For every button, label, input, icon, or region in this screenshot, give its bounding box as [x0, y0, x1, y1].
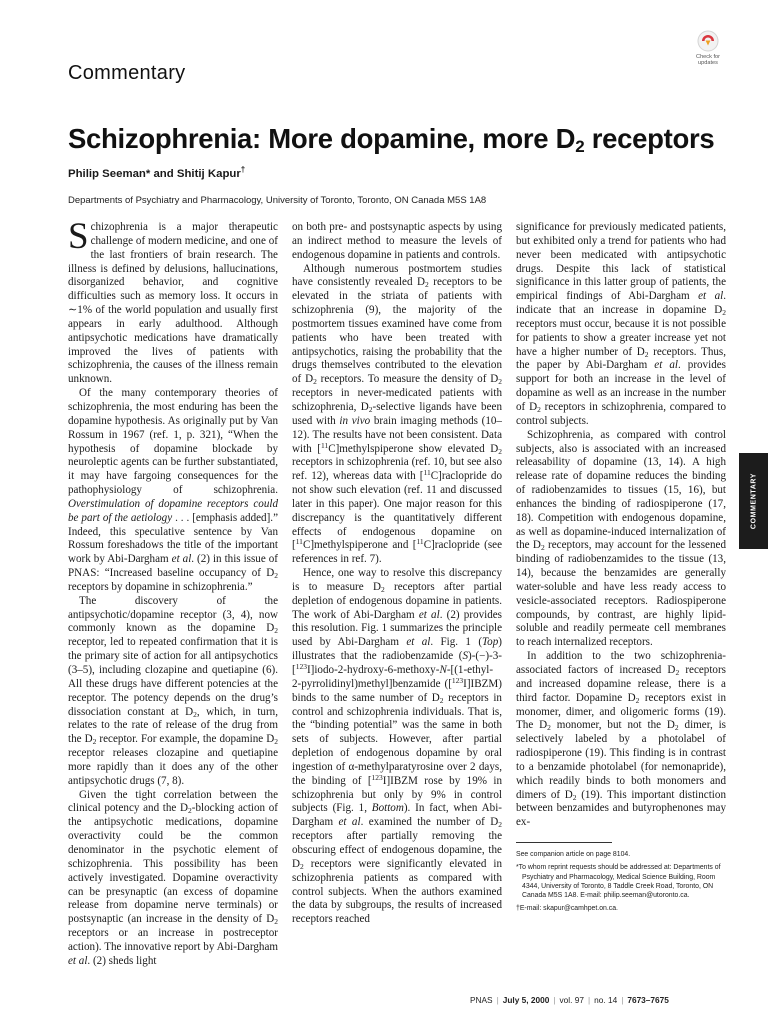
body-column-1	[68, 216, 278, 969]
paragraph: The discovery of the antipsychotic/dopamine receptor (3, 4), now commonly known as the dopamine $D_2$ receptor, led to repeated confirmation that it is the primary site of action for all antipsychotics (3–5), including clozapine and quetiapine (6). All these drugs have different potencies at the receptor. The potency depends on the drug’s dissociation constant at $D_2$, which, in turn, relates to the rate of release of the drug from the $D_2$ receptor. For example, the dopamine $D_2$ receptor releases clozapine and quetiapine more rapidly than it does any of the other antipsychotic drugs (7, 8).	[68, 594, 278, 787]
paragraph: Schizophrenia, as compared with control subjects, also is associated with an increased releasability of dopamine (13, 14). A high release rate of dopamine reduces the binding of radiobenzamides to tissues (15, 16), but enhances the binding of radiospiperone (17, 18). Competition with endogenous dopamine, as well as dopamine-induced internalization of the $D_2$ receptors, may account for the lessened binding of radiobenzamides to the tissue (13, 14), because the benzamides are generally water-soluble and have less ready access to vesicle-associated receptors. Radiospiperone compounds, by contrast, are highly lipid-soluble and readily permeate cell membranes to reach internalized receptors.	[516, 428, 726, 649]
paragraph: Given the tight correlation between the clinical potency and the $D_2$-blocking action of the antipsychotic medications, dopamine overactivity could be the common denominator in the psychotic element of schizophrenia. This possibility has been actively investigated. Dopamine overactivity can be presynaptic (an excess of dopamine release from dopamine nerve terminals) or postsynaptic (an increase in the density of $D_2$ receptors or an increase in postreceptor action). The innovative report by Abi-Dargham et al. (2) sheds light	[68, 788, 278, 967]
paragraph: Of the many contemporary theories of schizophrenia, the most enduring has been the dopamine hypothesis. As originally put by Van Rossum in 1967 (ref. 1, p. 321), “When the hypothesis of dopamine blockade by neuroleptic agents can be further substantiated, it may have fargoing consequences for the pathophysiology of schizophrenia. Overstimulation of dopamine receptors could be part of the aetiology . . . [emphasis added].” Indeed, this speculative sentence by Van Rossum foreshadows the title of the important work by Abi-Dargham et al. (2) in this issue of PNAS: “Increased baseline occupancy of $D_2$ receptors by dopamine in schizophrenia.”	[68, 387, 278, 593]
footer-date: July 5, 2000	[502, 995, 550, 1005]
body-column-2	[292, 221, 502, 927]
paragraph: Although numerous postmortem studies have consistently revealed $D_2$ receptors to be elevated in the striata of patients with schizophrenia (9), the majority of the postmortem tissues examined have come from patients who have been treated with antipsychotics, raising the probability that the drugs themselves contributed to the elevation of $D_2$ receptors. To measure the density of $D_2$ receptors in never-medicated patients with schizophrenia, $D_2$-selective ligands have been used with in vivo brain imaging methods (10–12). The results have not been consistent. Data with [$^{11}$C]methylspiperone show elevated $D_2$ receptors in schizophrenia (ref. 10, but see also ref. 12), whereas data with [$^{11}$C]raclopride do not show such elevation (ref. 11 and discussed later in this paper). One major reason for this discrepancy is the quantitatively different effects of endogenous dopamine on [$^{11}$C]methylspiperone and [$^{11}$C]raclopride (see references in ref. 7).	[292, 262, 503, 566]
check-for-updates-icon	[697, 30, 719, 52]
footnote-companion: See companion article on page 8104.	[516, 851, 631, 859]
footer-volume: vol. 97	[559, 995, 584, 1005]
check-for-updates-badge[interactable]	[688, 30, 728, 66]
paragraph: on both pre- and postsynaptic aspects by using an indirect method to measure the levels of endogenous dopamine in patients and controls.	[292, 221, 502, 261]
footnote-corresponding-author: *To whom reprint requests should be addressed at: Departments of Psychiatry and Pharmacology, Medical Science Building, Room 4344, University of Toronto, 8 Taddle Creek Road, Toronto, ON Canada M5S 1A8. E-mail: philip.seeman@utoronto.ca.	[516, 864, 721, 899]
drop-cap: S	[68, 216, 89, 257]
paragraph: In addition to the two schizophrenia-associated factors of increased $D_2$ receptors and increased dopamine release, there is a third factor. Dopamine $D_2$ receptors exist in monomer, dimer, and oligomeric forms (19). The $D_2$ monomer, but not the $D_2$ dimer, is selectively labeled by a photolabel of radiospiperone (19). This finding is in contrast to a benzamide photolabel (for nemonapride), which readily binds to both monomers and dimers of $D_2$ (19). This important distinction between benzamides and butyrophenones may ex-	[516, 650, 726, 829]
affiliation: Departments of Psychiatry and Pharmacology, University of Toronto, Toronto, ON Canada M5S 1A8	[68, 195, 487, 206]
footnote-email: †E-mail: skapur@camhpet.on.ca.	[516, 905, 618, 913]
body-column-3	[516, 221, 726, 917]
paragraph: Hence, one way to resolve this discrepancy is to measure $D_2$ receptors after partial depletion of endogenous dopamine in patients. The work of Abi-Dargham et al. (2) provides this resolution. Fig. 1 summarizes the principle used by Abi-Dargham et al. Fig. 1 (Top) illustrates that the radiobenzamide (S)-(−)-3-[$^{123}$I]iodo-2-hydroxy-6-methoxy-N-[(1-ethyl-2-pyrrolidinyl)methyl]benzamide ([$^{123}$I]IBZM) binds to the same number of $D_2$ receptors in control and schizophrenia individuals. That is, the “binding potential” was the same in both sets of subjects. However, after partial depletion of endogenous dopamine by oral ingestion of α-methylparatyrosine over 2 days, the binding of [$^{123}$I]IBZM rose by 19% in schizophrenia but only by 9% in control subjects (Fig. 1, Bottom). In fact, when Abi-Dargham et al. examined the number of $D_2$ receptors after partially removing the obscuring effect of endogenous dopamine, the $D_2$ receptors were significantly elevated in schizophrenia patients as compared with control subjects. When the authors examined the data by subgroups, the results of increased receptors reached	[292, 567, 502, 926]
page-footer: PNAS | July 5, 2000 | vol. 97 | no. 14 | 7673–7675	[470, 995, 669, 1005]
footer-pages: 7673–7675	[627, 995, 669, 1005]
footer-issue: no. 14	[594, 995, 618, 1005]
paragraph: Schizophrenia is a major therapeutic challenge of modern medicine, and one of the last frontiers of brain research. The illness is defined by delusions, hallucinations, disorganized behavior, and cognitive difficulties such as memory loss. It occurs in ∼1% of the world population and usually first appears in early adulthood. Although antipsychotic medications have dramatically improved the lives of patients with schizophrenia, the causes of the illness remain unknown.	[68, 216, 278, 386]
article-title: Schizophrenia: More dopamine, more $D_2$ receptors	[68, 123, 715, 156]
footnote-rule	[516, 842, 612, 843]
section-label: Commentary	[68, 62, 186, 84]
footer-journal: PNAS	[470, 995, 493, 1005]
paragraph: significance for previously medicated patients, but exhibited only a trend for patients who had never been medicated with antipsychotic drugs. Despite this lack of statistical significance in this latter group of patients, the empirical findings of Abi-Dargham et al. indicate that an increase in dopamine $D_2$ receptors must occur, because it is not possible for patients to show a greater increase yet not have a higher number of $D_2$ receptors. Thus, the paper by Abi-Dargham et al. provides support for both an increase in the level of dopamine as well as an increase in the number of $D_2$ receptors in schizophrenia, compared to control subjects.	[516, 221, 727, 427]
section-side-tab: COMMENTARY	[739, 453, 768, 549]
check-for-updates-label: Check for updates	[696, 54, 720, 66]
author-list: Philip Seeman* and Shitij Kapur†	[68, 165, 246, 180]
